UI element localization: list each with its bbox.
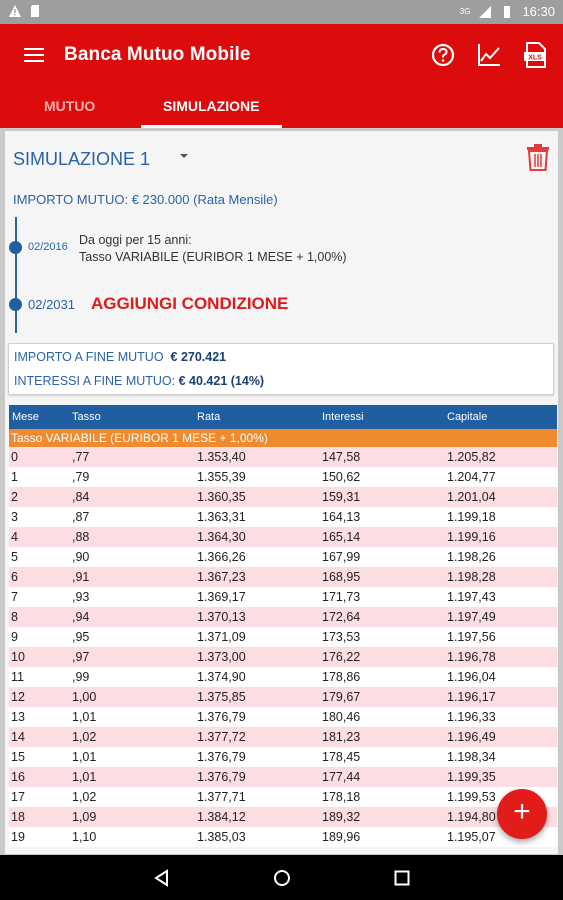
tab-indicator (141, 125, 282, 128)
simulation-selector[interactable]: SIMULAZIONE 1 (13, 149, 151, 169)
network-type: 3G (459, 7, 471, 16)
cell-mese: 15 (11, 750, 25, 764)
cell-mese: 13 (11, 710, 25, 724)
cell-tasso: ,97 (72, 650, 90, 664)
cell-tasso: ,79 (72, 470, 90, 484)
cell-capitale: 1.199,18 (447, 510, 496, 524)
timeline-dot (9, 298, 22, 311)
cell-interessi: 189,96 (322, 830, 361, 844)
cell-mese: 4 (11, 530, 18, 544)
cell-mese: 7 (11, 590, 18, 604)
cell-mese: 9 (11, 630, 18, 644)
cell-mese: 5 (11, 550, 18, 564)
condition-duration: Da oggi per 15 anni: (79, 233, 192, 247)
cell-rata: 1.363,31 (197, 510, 246, 524)
cell-interessi: 189,32 (322, 810, 361, 824)
help-icon[interactable] (428, 40, 458, 70)
cell-interessi: 167,99 (322, 550, 361, 564)
xls-icon[interactable] (520, 40, 550, 70)
cell-capitale: 1.199,16 (447, 530, 496, 544)
cell-interessi: 173,53 (322, 630, 361, 644)
cell-tasso: 1,10 (72, 830, 97, 844)
table-row (9, 667, 557, 687)
cell-mese: 6 (11, 570, 18, 584)
cell-mese: 12 (11, 690, 25, 704)
cell-tasso: 1,01 (72, 770, 97, 784)
summary-interessi-value: € 40.421 (14%) (178, 374, 265, 388)
cell-mese: 11 (11, 670, 24, 684)
cell-interessi: 179,67 (322, 690, 361, 704)
cell-capitale: 1.195,07 (447, 830, 496, 844)
table-row (9, 587, 557, 607)
tab-simulazione[interactable]: SIMULAZIONE (163, 98, 260, 114)
cell-capitale: 1.204,77 (447, 470, 496, 484)
cell-mese: 10 (11, 650, 25, 664)
add-condition-button[interactable]: AGGIUNGI CONDIZIONE (91, 294, 289, 313)
timeline-dot (9, 241, 22, 254)
cell-interessi: 178,45 (322, 750, 361, 764)
cell-tasso: ,94 (72, 610, 90, 624)
table-row (9, 787, 557, 807)
cell-interessi: 168,95 (322, 570, 361, 584)
cell-tasso: ,84 (72, 490, 90, 504)
clock: 16:30 (522, 4, 555, 19)
cell-rata: 1.376,79 (197, 750, 246, 764)
svg-text:XLS: XLS (528, 54, 542, 62)
cell-capitale: 1.196,49 (447, 730, 496, 744)
table-row (9, 567, 557, 587)
table-row (9, 447, 557, 467)
table-row (9, 627, 557, 647)
table-row (9, 547, 557, 567)
cell-capitale: 1.196,17 (447, 690, 496, 704)
cell-tasso: ,93 (72, 590, 90, 604)
cell-tasso: ,95 (72, 630, 90, 644)
cell-rata: 1.376,79 (197, 710, 246, 724)
table-row (9, 687, 557, 707)
sd-card-icon (28, 4, 42, 18)
header-interessi: Interessi (322, 411, 364, 423)
cell-rata: 1.376,79 (197, 770, 246, 784)
table-row (9, 767, 557, 787)
cell-capitale: 1.205,82 (447, 450, 496, 464)
table-row (9, 707, 557, 727)
cell-capitale: 1.196,78 (447, 650, 496, 664)
add-fab-button[interactable] (497, 789, 547, 839)
amortization-table[interactable] (9, 405, 557, 854)
cell-mese: 16 (11, 770, 25, 784)
cell-rata: 1.370,13 (197, 610, 246, 624)
cell-capitale: 1.199,35 (447, 770, 496, 784)
cell-rata: 1.373,00 (197, 650, 246, 664)
table-body (9, 447, 557, 847)
cell-tasso: 1,02 (72, 790, 97, 804)
cell-capitale: 1.196,33 (447, 710, 496, 724)
cell-rata: 1.385,03 (197, 830, 246, 844)
summary-importo (14, 350, 226, 364)
tab-mutuo[interactable]: MUTUO (44, 98, 96, 114)
cell-tasso: ,87 (72, 510, 90, 524)
cell-interessi: 172,64 (322, 610, 361, 624)
cell-mese: 1 (11, 470, 18, 484)
table-row (9, 527, 557, 547)
navigation-bar (0, 855, 563, 900)
table-row (9, 827, 557, 847)
cell-tasso: ,99 (72, 670, 90, 684)
table-row (9, 607, 557, 627)
table-header (9, 405, 557, 429)
cell-tasso: ,91 (72, 570, 90, 584)
cell-interessi: 164,13 (322, 510, 361, 524)
cell-capitale: 1.197,49 (447, 610, 496, 624)
header-tasso: Tasso (72, 411, 101, 423)
timeline-condition[interactable] (79, 232, 347, 266)
summary-importo-value: € 270.421 (170, 350, 227, 364)
table-row (9, 747, 557, 767)
cell-tasso: 1,00 (72, 690, 97, 704)
cell-mese: 8 (11, 610, 18, 624)
recents-icon[interactable] (392, 868, 412, 888)
cell-interessi: 171,73 (322, 590, 361, 604)
cell-mese: 18 (11, 810, 25, 824)
cell-rata: 1.353,40 (197, 450, 246, 464)
cell-interessi: 178,86 (322, 670, 361, 684)
cell-rata: 1.366,26 (197, 550, 246, 564)
table-row (9, 647, 557, 667)
signal-icon (478, 5, 492, 19)
cell-rata: 1.384,12 (197, 810, 246, 824)
cell-interessi: 181,23 (322, 730, 361, 744)
trash-icon[interactable] (525, 143, 551, 171)
cell-rata: 1.369,17 (197, 590, 246, 604)
cell-mese: 0 (11, 450, 18, 464)
cell-interessi: 178,18 (322, 790, 361, 804)
cell-mese: 14 (11, 730, 25, 744)
cell-tasso: ,88 (72, 530, 90, 544)
add-icon: + (513, 795, 531, 828)
app-title: Banca Mutuo Mobile (64, 44, 251, 65)
table-row (9, 807, 557, 827)
cell-interessi: 150,62 (322, 470, 361, 484)
cell-tasso: 1,02 (72, 730, 97, 744)
warning-icon (8, 4, 22, 18)
cell-rata: 1.371,09 (197, 630, 246, 644)
summary-importo-label: IMPORTO A FINE MUTUO (14, 350, 164, 364)
cell-capitale: 1.197,43 (447, 590, 496, 604)
cell-capitale: 1.194,80 (447, 810, 496, 824)
cell-rata: 1.375,85 (197, 690, 246, 704)
header-rata: Rata (197, 411, 221, 423)
cell-tasso: ,90 (72, 550, 90, 564)
cell-rata: 1.377,71 (197, 790, 246, 804)
chart-icon[interactable] (474, 40, 504, 70)
simulation-card (5, 131, 558, 854)
cell-rata: 1.360,35 (197, 490, 246, 504)
cell-interessi: 180,46 (322, 710, 361, 724)
tab-bar (0, 88, 563, 128)
cell-tasso: 1,01 (72, 750, 97, 764)
cell-capitale: 1.198,34 (447, 750, 496, 764)
condition-rate: Tasso VARIABILE (EURIBOR 1 MESE + 1,00%) (79, 250, 347, 264)
back-icon[interactable] (152, 868, 172, 888)
app-bar (0, 24, 563, 128)
table-row (9, 467, 557, 487)
battery-icon (500, 5, 514, 19)
timeline-end-date: 02/2031 (28, 297, 75, 312)
cell-interessi: 176,22 (322, 650, 361, 664)
table-row (9, 487, 557, 507)
menu-icon[interactable] (22, 44, 46, 68)
cell-rata: 1.374,90 (197, 670, 246, 684)
cell-capitale: 1.198,28 (447, 570, 496, 584)
timeline-line (15, 217, 17, 333)
cell-mese: 17 (11, 790, 25, 804)
timeline-start-date: 02/2016 (28, 241, 68, 253)
cell-rata: 1.355,39 (197, 470, 246, 484)
cell-capitale: 1.196,04 (447, 670, 496, 684)
summary-interessi-label: INTERESSI A FINE MUTUO: (14, 374, 176, 388)
table-row (9, 727, 557, 747)
cell-interessi: 159,31 (322, 490, 361, 504)
rate-group-header: Tasso VARIABILE (EURIBOR 1 MESE + 1,00%) (9, 429, 557, 447)
home-icon[interactable] (272, 868, 292, 888)
cell-rata: 1.364,30 (197, 530, 246, 544)
cell-interessi: 165,14 (322, 530, 361, 544)
cell-tasso: ,77 (72, 450, 90, 464)
cell-capitale: 1.201,04 (447, 490, 496, 504)
cell-interessi: 177,44 (322, 770, 361, 784)
cell-capitale: 1.197,56 (447, 630, 496, 644)
header-mese: Mese (12, 411, 39, 423)
summary-interessi (14, 374, 264, 388)
dropdown-arrow-icon[interactable] (177, 149, 191, 163)
cell-capitale: 1.199,53 (447, 790, 496, 804)
cell-tasso: 1,01 (72, 710, 97, 724)
summary-box (8, 343, 554, 395)
cell-rata: 1.367,23 (197, 570, 246, 584)
importo-mutuo: IMPORTO MUTUO: € 230.000 (Rata Mensile) (13, 192, 278, 207)
table-row (9, 507, 557, 527)
cell-mese: 2 (11, 490, 18, 504)
cell-capitale: 1.198,26 (447, 550, 496, 564)
cell-tasso: 1,09 (72, 810, 97, 824)
cell-rata: 1.377,72 (197, 730, 246, 744)
cell-mese: 19 (11, 830, 25, 844)
status-bar (0, 0, 563, 24)
cell-interessi: 147,58 (322, 450, 361, 464)
cell-mese: 3 (11, 510, 18, 524)
header-capitale: Capitale (447, 411, 488, 423)
